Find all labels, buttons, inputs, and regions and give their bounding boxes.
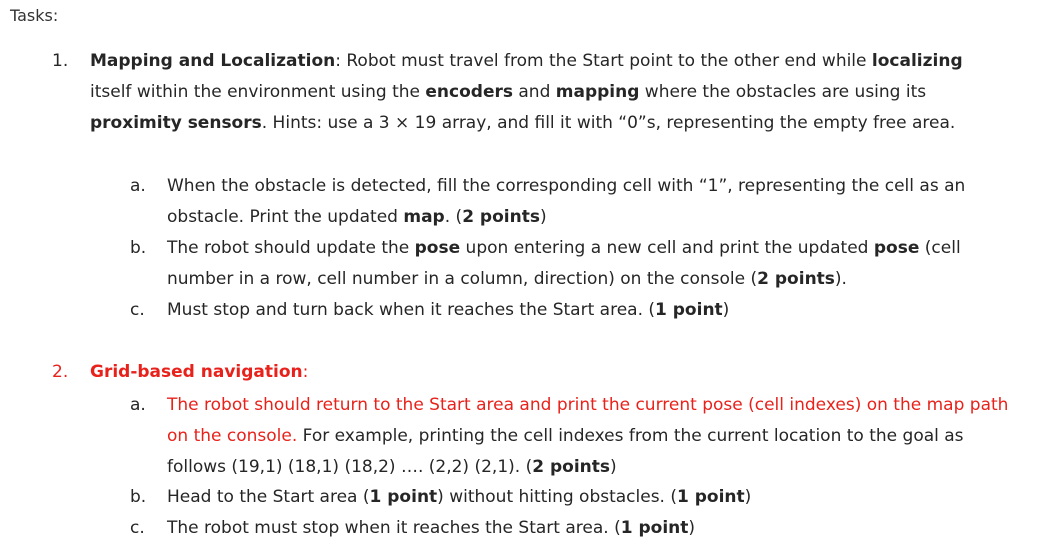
task-1-title: Mapping and Localization: [90, 51, 336, 71]
task-2a-text: The robot should return to the Start area and print the current pose (cell indexes) on the map path on the console. For example, printing the cell indexes from the current location to the goal as follows (19,1) (18,1) (18,2) …. (2,2) (2,1). (2 points): [167, 395, 1009, 477]
task-2c-letter: c.: [130, 518, 145, 538]
tasks-heading: Tasks:: [10, 6, 59, 25]
task-2b-letter: b.: [130, 487, 147, 507]
task-2a-letter: a.: [130, 395, 146, 415]
task-2c-text: The robot must stop when it reaches the Start area. (1 point): [167, 518, 696, 538]
task-2b-text: Head to the Start area (1 point) without hitting obstacles. (1 point): [167, 487, 752, 507]
task-2-title: Grid-based navigation:: [90, 362, 309, 382]
task-1c-text: Must stop and turn back when it reaches the Start area. (1 point): [167, 300, 730, 320]
task-1b-text: The robot should update the pose upon entering a new cell and print the updated pose (cell number in a row, cell number in a column, direction) on the console (2 points).: [167, 238, 961, 289]
task-2a-highlight: The robot should return to the Start area and print the current pose (cell indexes) on the map path on the console.: [167, 395, 1009, 446]
task-1c-letter: c.: [130, 300, 145, 320]
task-1b-letter: b.: [130, 238, 147, 258]
task-2-number: 2.: [52, 362, 69, 382]
task-1-number: 1.: [52, 51, 69, 71]
task-1-intro: Mapping and Localization: Robot must travel from the Start point to the other end while localizing itself within the environment using the encoders and mapping where the obstacles are using its proximity sensors. Hints: use a 3 × 19 array, and fill it with “0”s, representing the empty free area.: [90, 51, 963, 133]
task-1a-text: When the obstacle is detected, fill the corresponding cell with “1”, representing the cell as an obstacle. Print the updated map. (2 points): [167, 176, 966, 227]
task-1a-letter: a.: [130, 176, 146, 196]
